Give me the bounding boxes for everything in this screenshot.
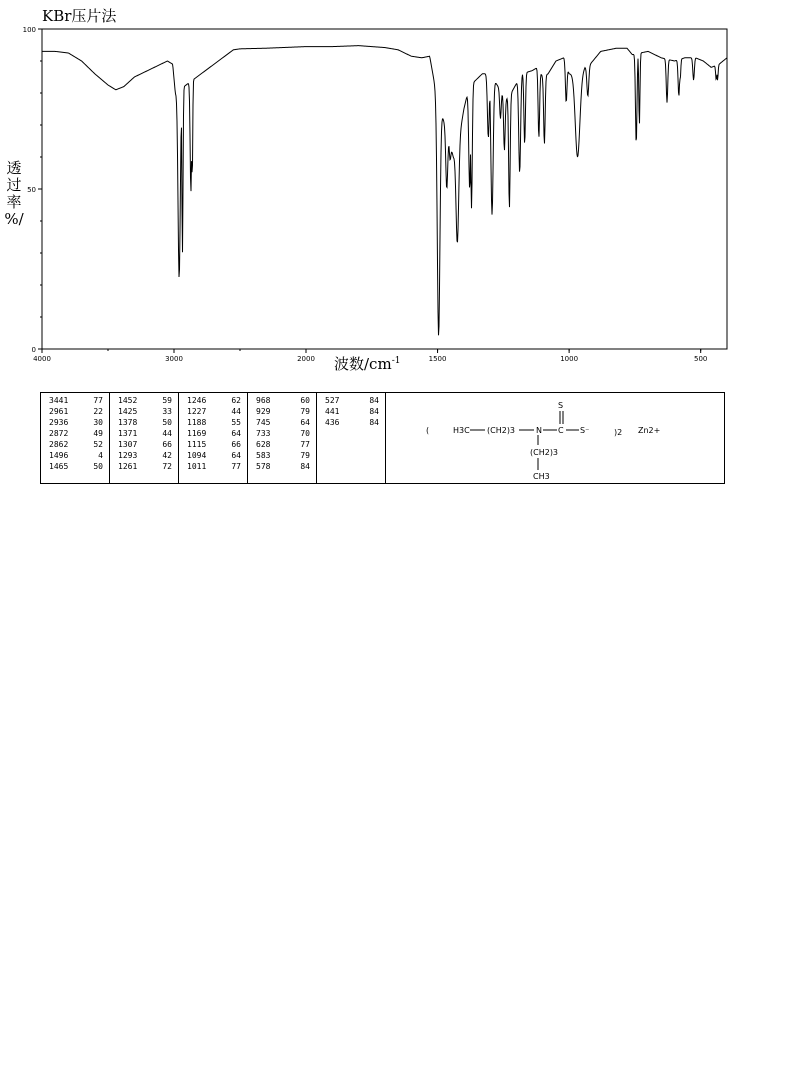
spectrum-line — [42, 46, 727, 336]
peak-wavenumber: 1011 — [187, 462, 207, 471]
x-tick-label: 2000 — [297, 355, 315, 363]
peak-entry — [187, 428, 241, 439]
peak-entry — [118, 395, 172, 406]
peak-wavenumber: 1293 — [118, 451, 138, 460]
peak-wavenumber: 578 — [256, 462, 271, 471]
close-paren-sub: )2 — [614, 428, 623, 437]
x-axis-label-exponent: -1 — [391, 356, 401, 366]
peak-transmittance: 77 — [300, 440, 310, 449]
peak-table-row — [41, 393, 386, 484]
peak-transmittance: 44 — [162, 429, 172, 438]
peak-transmittance: 84 — [369, 396, 379, 405]
peak-table — [40, 392, 386, 484]
peak-wavenumber: 2961 — [49, 407, 69, 416]
peak-wavenumber: 1371 — [118, 429, 138, 438]
peak-wavenumber: 1378 — [118, 418, 138, 427]
structure-diagram — [383, 393, 725, 485]
y-tick-label: 0 — [31, 346, 36, 354]
peak-entry — [256, 406, 310, 417]
ir-spectrum-chart — [0, 0, 794, 380]
peak-entry — [256, 439, 310, 450]
peak-wavenumber: 968 — [256, 396, 271, 405]
peak-column — [317, 393, 386, 484]
peak-entry — [118, 406, 172, 417]
peak-entry — [187, 439, 241, 450]
peak-transmittance: 84 — [300, 462, 310, 471]
peak-entry — [256, 461, 310, 472]
peak-wavenumber: 1115 — [187, 440, 207, 449]
zinc-ion: Zn2+ — [638, 426, 661, 435]
carbon-atom: C — [558, 426, 564, 435]
peak-wavenumber: 1465 — [49, 462, 69, 471]
peak-wavenumber: 1496 — [49, 451, 69, 460]
peak-entry — [118, 428, 172, 439]
y-tick-label: 50 — [27, 186, 36, 194]
peak-transmittance: 50 — [162, 418, 172, 427]
peak-wavenumber: 2862 — [49, 440, 69, 449]
peak-wavenumber: 1169 — [187, 429, 207, 438]
peak-wavenumber: 583 — [256, 451, 271, 460]
peak-wavenumber: 1425 — [118, 407, 138, 416]
ch3-group: CH3 — [533, 472, 550, 481]
peak-wavenumber: 1094 — [187, 451, 207, 460]
peak-wavenumber: 441 — [325, 407, 340, 416]
peak-transmittance: 55 — [231, 418, 241, 427]
peak-transmittance: 66 — [162, 440, 172, 449]
peak-transmittance: 50 — [93, 462, 103, 471]
peak-wavenumber: 3441 — [49, 396, 69, 405]
x-tick-label: 3000 — [165, 355, 183, 363]
nitrogen-atom: N — [536, 426, 542, 435]
peak-transmittance: 66 — [231, 440, 241, 449]
peak-transmittance: 4 — [98, 451, 103, 460]
axis-ticks — [23, 26, 708, 363]
peak-column — [41, 393, 110, 484]
peak-entry — [256, 428, 310, 439]
peak-entry — [256, 450, 310, 461]
peak-transmittance: 77 — [231, 462, 241, 471]
peak-entry — [187, 395, 241, 406]
peak-transmittance: 33 — [162, 407, 172, 416]
peak-entry — [118, 461, 172, 472]
open-paren: ( — [426, 426, 430, 435]
peak-transmittance: 70 — [300, 429, 310, 438]
peak-entry — [49, 395, 103, 406]
peak-entry — [49, 428, 103, 439]
y-axis-label-char: %/ — [4, 210, 24, 228]
peak-transmittance: 84 — [369, 407, 379, 416]
peak-column — [110, 393, 179, 484]
peak-transmittance: 64 — [231, 451, 241, 460]
peak-entry — [325, 406, 379, 417]
peak-transmittance: 30 — [93, 418, 103, 427]
peak-transmittance: 84 — [369, 418, 379, 427]
peak-entry — [49, 439, 103, 450]
peak-transmittance: 42 — [162, 451, 172, 460]
sulfur-top: S — [558, 401, 564, 410]
ch2-chain-bottom: (CH2)3 — [530, 448, 559, 457]
peak-transmittance: 64 — [231, 429, 241, 438]
peak-entry — [187, 450, 241, 461]
h3c-group: H3C — [453, 426, 470, 435]
peak-wavenumber: 1246 — [187, 396, 207, 405]
peak-entry — [187, 406, 241, 417]
peak-wavenumber: 1261 — [118, 462, 138, 471]
peak-entry — [187, 417, 241, 428]
peak-entry — [49, 406, 103, 417]
peak-wavenumber: 2872 — [49, 429, 69, 438]
sulfur-anion: S⁻ — [580, 426, 590, 435]
peak-entry — [118, 439, 172, 450]
structure-box — [383, 392, 725, 484]
peak-column — [179, 393, 248, 484]
y-axis-label-char: 过 — [6, 176, 22, 194]
x-tick-label: 4000 — [33, 355, 51, 363]
x-axis-label-text: 波数/cm — [334, 355, 392, 373]
y-axis-label-char: 率 — [6, 193, 22, 211]
peak-wavenumber: 527 — [325, 396, 340, 405]
peak-wavenumber: 1227 — [187, 407, 207, 416]
peak-transmittance: 79 — [300, 407, 310, 416]
y-axis-label-char: 透 — [6, 159, 22, 177]
peak-entry — [325, 395, 379, 406]
y-tick-label: 100 — [22, 26, 36, 34]
peak-entry — [256, 395, 310, 406]
peak-transmittance: 52 — [93, 440, 103, 449]
peak-transmittance: 60 — [300, 396, 310, 405]
peak-wavenumber: 1307 — [118, 440, 138, 449]
peak-entry — [187, 461, 241, 472]
peak-transmittance: 77 — [93, 396, 103, 405]
peak-wavenumber: 1188 — [187, 418, 207, 427]
peak-entry — [49, 417, 103, 428]
peak-transmittance: 49 — [93, 429, 103, 438]
peak-entry — [325, 417, 379, 428]
x-tick-label: 1500 — [428, 355, 447, 363]
peak-wavenumber: 745 — [256, 418, 271, 427]
peak-entry — [118, 450, 172, 461]
peak-entry — [49, 450, 103, 461]
peak-entry — [49, 461, 103, 472]
peak-transmittance: 22 — [93, 407, 103, 416]
peak-transmittance: 72 — [162, 462, 172, 471]
plot-frame — [42, 29, 727, 349]
x-tick-label: 500 — [694, 355, 708, 363]
peak-wavenumber: 2936 — [49, 418, 69, 427]
peak-transmittance: 62 — [231, 396, 241, 405]
peak-transmittance: 64 — [300, 418, 310, 427]
peak-wavenumber: 628 — [256, 440, 271, 449]
peak-transmittance: 44 — [231, 407, 241, 416]
peak-entry — [256, 417, 310, 428]
x-tick-label: 1000 — [560, 355, 579, 363]
peak-transmittance: 59 — [162, 396, 172, 405]
chart-title: KBr压片法 — [42, 7, 117, 25]
peak-entry — [118, 417, 172, 428]
ch2-chain-top: (CH2)3 — [487, 426, 516, 435]
peak-wavenumber: 733 — [256, 429, 271, 438]
peak-wavenumber: 436 — [325, 418, 340, 427]
peak-column — [248, 393, 317, 484]
peak-transmittance: 79 — [300, 451, 310, 460]
peak-wavenumber: 1452 — [118, 396, 138, 405]
peak-wavenumber: 929 — [256, 407, 271, 416]
